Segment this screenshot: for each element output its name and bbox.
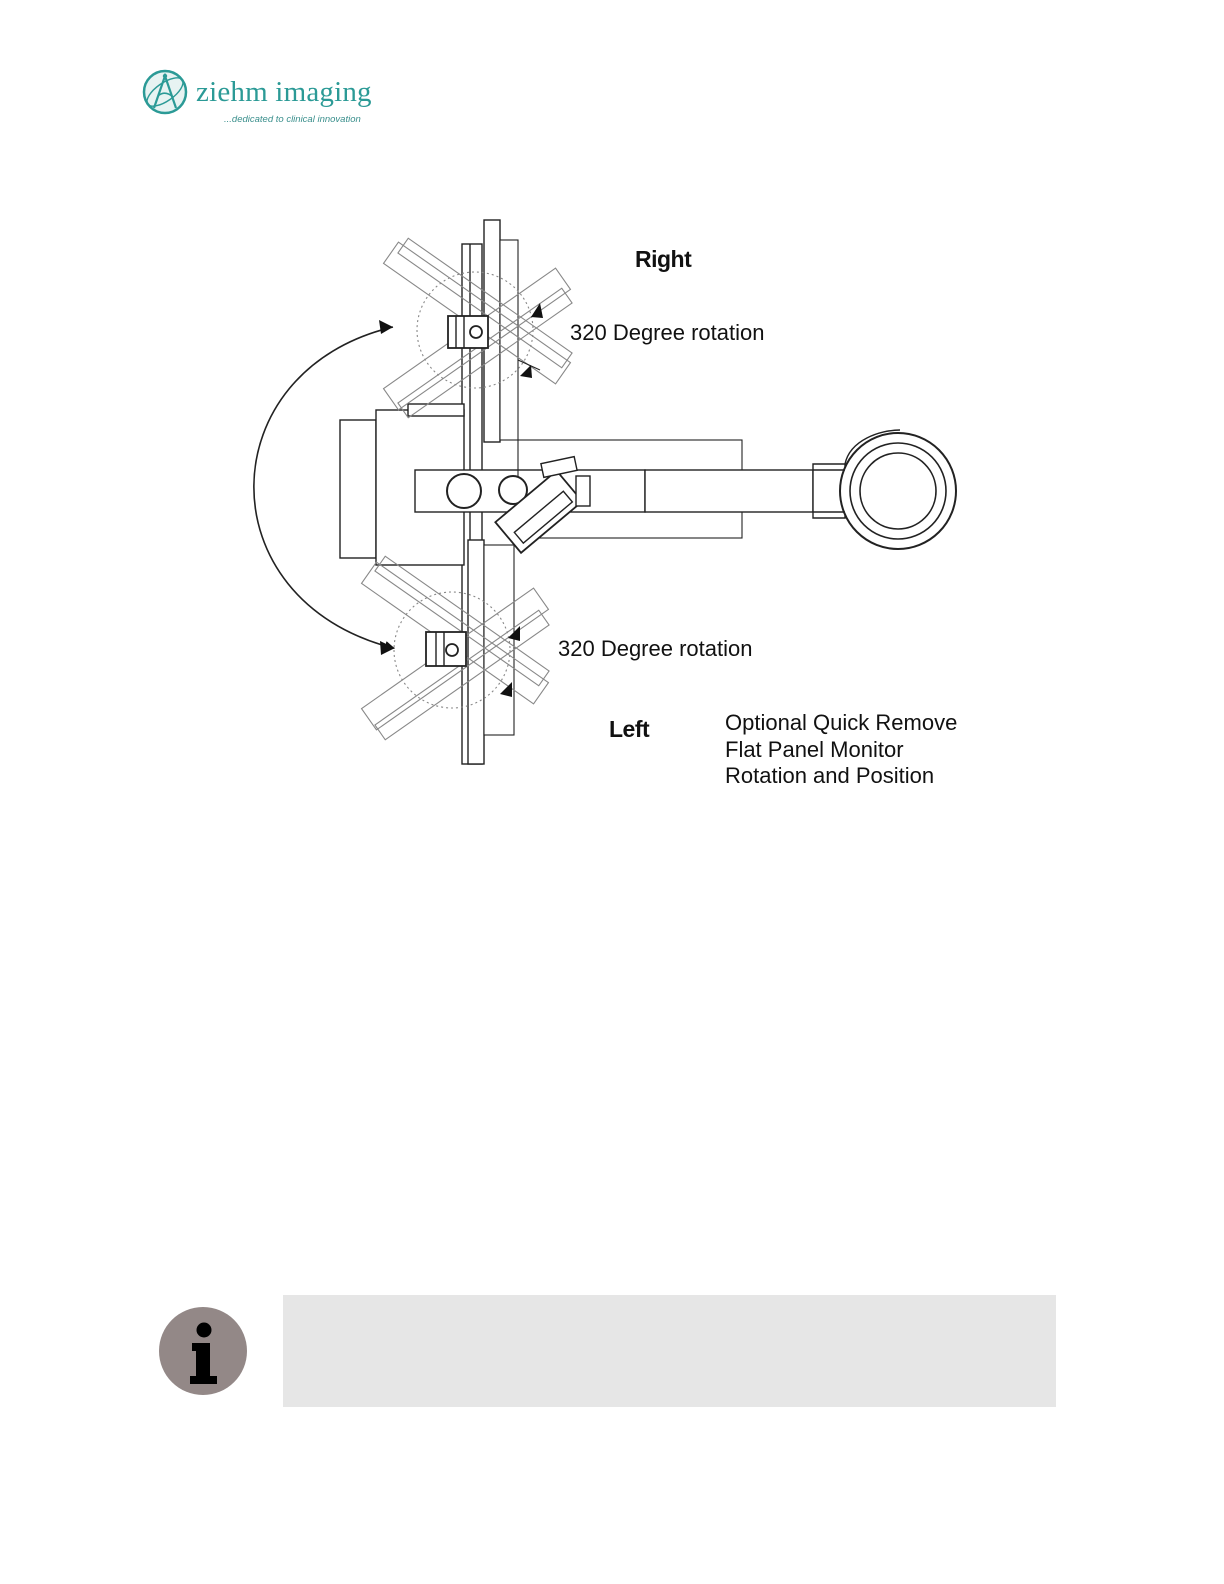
- caption-line: Optional Quick Remove: [725, 710, 958, 735]
- caption-line: Rotation and Position: [725, 763, 935, 788]
- brand-name: ziehm imaging: [196, 76, 372, 108]
- label-left: Left: [609, 716, 650, 742]
- swing-arrowhead-down: [380, 641, 395, 655]
- caption-line: Flat Panel Monitor: [725, 736, 904, 762]
- rotation-arrow-top-2: [520, 365, 532, 378]
- label-right: Right: [635, 246, 692, 272]
- company-logo: [140, 64, 380, 132]
- rotation-label-top: 320 Degree rotation: [570, 320, 765, 345]
- note-box: [283, 1295, 1056, 1407]
- info-icon: [158, 1306, 248, 1396]
- ziehm-logo-icon: [140, 64, 190, 120]
- swing-arrowhead-up: [379, 320, 393, 334]
- brand-tagline: ...dedicated to clinical innovation: [224, 114, 361, 125]
- figure-caption: [725, 710, 957, 790]
- rotation-label-bottom: 320 Degree rotation: [558, 636, 753, 661]
